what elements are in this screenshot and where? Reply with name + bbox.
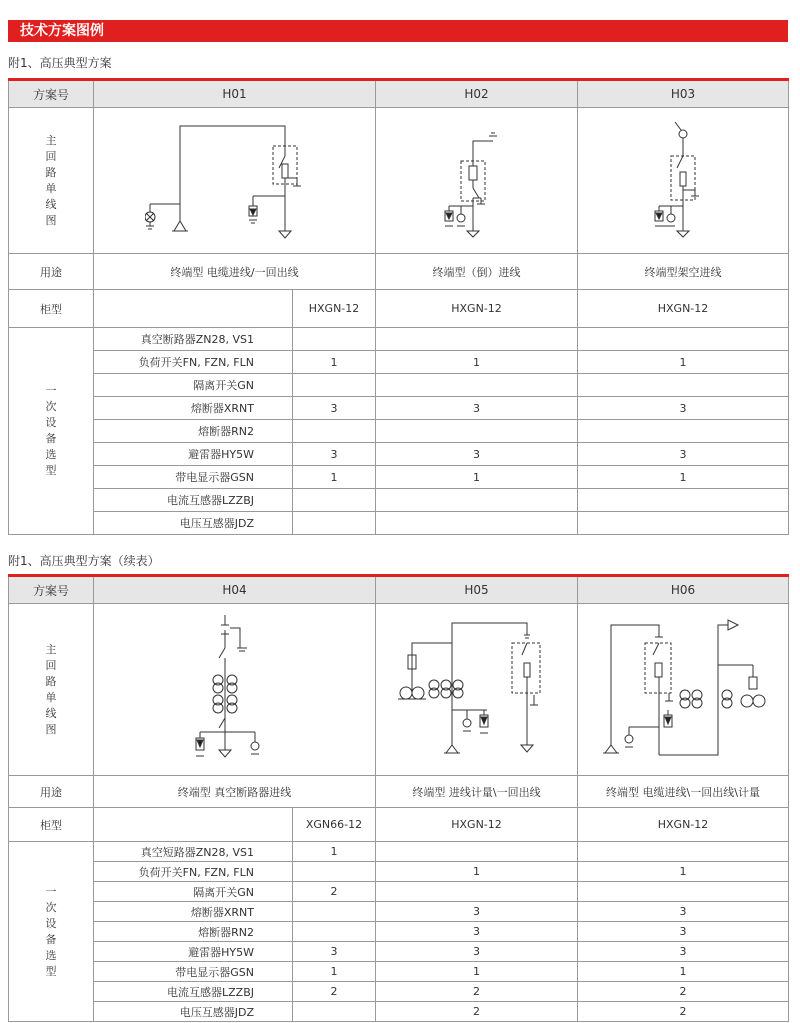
- component-row: [9, 982, 789, 1002]
- component-name: 熔断器XRNT: [94, 902, 293, 922]
- component-row: [9, 466, 789, 489]
- component-name: 隔离开关GN: [94, 882, 293, 902]
- single-line-diagram-h06: [593, 615, 773, 765]
- diagram-h03: [578, 108, 789, 254]
- component-row: [9, 420, 789, 443]
- scheme-table-1: [8, 78, 789, 535]
- usage-h05: 终端型 进线计量\一回出线: [376, 776, 578, 808]
- component-qty-h01: [293, 489, 376, 512]
- diagram-row: [9, 604, 789, 776]
- diagram-h01: [94, 108, 376, 254]
- component-qty-h06: 1: [578, 962, 789, 982]
- component-name: 避雷器HY5W: [94, 443, 293, 466]
- cabinet-h06: HXGN-12: [578, 808, 789, 842]
- table-header-row: [9, 80, 789, 108]
- cabinet-row: [9, 808, 789, 842]
- component-qty-h05: 3: [376, 922, 578, 942]
- component-name: 真空断路器ZN28, VS1: [94, 328, 293, 351]
- component-row: [9, 962, 789, 982]
- diagram-h05: [376, 604, 578, 776]
- usage-h06: 终端型 电缆进线\一回出线\计量: [578, 776, 789, 808]
- component-row: [9, 328, 789, 351]
- component-qty-h01: 1: [293, 351, 376, 374]
- component-qty-h01: [293, 328, 376, 351]
- diagram-row-label: 主 回 路 单 线 图: [9, 108, 94, 254]
- section-2-subtitle: 附1、高压典型方案（续表）: [8, 554, 160, 568]
- single-line-diagram-h05: [392, 615, 562, 765]
- scheme-h03: H03: [578, 80, 789, 108]
- component-qty-h05: 3: [376, 902, 578, 922]
- cabinet-h01: HXGN-12: [293, 290, 376, 328]
- diagram-h04: [94, 604, 376, 776]
- component-qty-h02: [376, 420, 578, 443]
- component-qty-h04: 3: [293, 942, 376, 962]
- component-qty-h03: [578, 489, 789, 512]
- component-qty-h03: 1: [578, 351, 789, 374]
- single-line-diagram-h03: [623, 116, 743, 246]
- component-name: 负荷开关FN, FZN, FLN: [94, 351, 293, 374]
- component-name: 带电显示器GSN: [94, 466, 293, 489]
- scheme-table-2: [8, 574, 789, 1022]
- usage-row: [9, 254, 789, 290]
- component-qty-h05: 2: [376, 1002, 578, 1022]
- component-qty-h01: [293, 374, 376, 397]
- component-row: [9, 374, 789, 397]
- equipment-row-label: 一 次 设 备 选 型: [9, 328, 94, 535]
- component-row: [9, 842, 789, 862]
- component-qty-h03: 1: [578, 466, 789, 489]
- component-qty-h03: [578, 374, 789, 397]
- component-qty-h04: 2: [293, 982, 376, 1002]
- component-qty-h03: [578, 512, 789, 535]
- usage-h04: 终端型 真空断路器进线: [94, 776, 376, 808]
- component-name: 熔断器XRNT: [94, 397, 293, 420]
- component-name: 电压互感器JDZ: [94, 512, 293, 535]
- usage-h03: 终端型架空进线: [578, 254, 789, 290]
- component-qty-h02: 1: [376, 351, 578, 374]
- component-name: 真空短路器ZN28, VS1: [94, 842, 293, 862]
- single-line-diagram-h02: [417, 116, 537, 246]
- scheme-number-label: 方案号: [9, 576, 94, 604]
- component-qty-h06: 1: [578, 862, 789, 882]
- component-qty-h04: [293, 922, 376, 942]
- page-banner: 技术方案图例: [8, 20, 788, 42]
- component-qty-h01: 3: [293, 443, 376, 466]
- component-qty-h04: 1: [293, 962, 376, 982]
- component-row: [9, 882, 789, 902]
- component-qty-h01: 1: [293, 466, 376, 489]
- component-name: 熔断器RN2: [94, 420, 293, 443]
- component-row: [9, 862, 789, 882]
- cabinet-row-label: 柜型: [9, 808, 94, 842]
- component-qty-h02: [376, 328, 578, 351]
- diagram-h06: [578, 604, 789, 776]
- equipment-row-label: 一 次 设 备 选 型: [9, 842, 94, 1022]
- component-qty-h05: [376, 842, 578, 862]
- component-name: 电压互感器JDZ: [94, 1002, 293, 1022]
- component-row: [9, 922, 789, 942]
- component-row: [9, 1002, 789, 1022]
- component-row: [9, 902, 789, 922]
- component-qty-h06: 2: [578, 1002, 789, 1022]
- component-row: [9, 512, 789, 535]
- component-qty-h05: 2: [376, 982, 578, 1002]
- diagram-row-label: 主 回 路 单 线 图: [9, 604, 94, 776]
- component-name: 避雷器HY5W: [94, 942, 293, 962]
- component-qty-h05: [376, 882, 578, 902]
- table-header-row: [9, 576, 789, 604]
- component-qty-h06: [578, 842, 789, 862]
- single-line-diagram-h01: [145, 116, 325, 246]
- scheme-number-label: 方案号: [9, 80, 94, 108]
- component-qty-h01: [293, 512, 376, 535]
- scheme-h01: H01: [94, 80, 376, 108]
- component-qty-h04: [293, 862, 376, 882]
- cabinet-h03: HXGN-12: [578, 290, 789, 328]
- component-qty-h02: 3: [376, 397, 578, 420]
- component-qty-h06: [578, 882, 789, 902]
- component-qty-h03: [578, 420, 789, 443]
- scheme-h06: H06: [578, 576, 789, 604]
- component-qty-h04: [293, 1002, 376, 1022]
- component-qty-h06: 3: [578, 942, 789, 962]
- scheme-h02: H02: [376, 80, 578, 108]
- component-name: 带电显示器GSN: [94, 962, 293, 982]
- component-qty-h02: 1: [376, 466, 578, 489]
- component-qty-h02: [376, 512, 578, 535]
- single-line-diagram-h04: [175, 610, 295, 770]
- component-qty-h04: 2: [293, 882, 376, 902]
- component-row: [9, 942, 789, 962]
- component-qty-h02: [376, 489, 578, 512]
- component-row: [9, 351, 789, 374]
- component-qty-h06: 3: [578, 902, 789, 922]
- component-name: 隔离开关GN: [94, 374, 293, 397]
- component-qty-h03: 3: [578, 397, 789, 420]
- component-name: 负荷开关FN, FZN, FLN: [94, 862, 293, 882]
- component-qty-h04: 1: [293, 842, 376, 862]
- cabinet-empty-cell: [94, 290, 293, 328]
- cabinet-h04: XGN66-12: [293, 808, 376, 842]
- component-qty-h04: [293, 902, 376, 922]
- section-1-subtitle: 附1、高压典型方案: [8, 56, 112, 70]
- component-row: [9, 397, 789, 420]
- usage-h02: 终端型（倒）进线: [376, 254, 578, 290]
- component-name: 电流互感器LZZBJ: [94, 489, 293, 512]
- diagram-row: [9, 108, 789, 254]
- component-row: [9, 489, 789, 512]
- component-qty-h06: 2: [578, 982, 789, 1002]
- component-qty-h02: [376, 374, 578, 397]
- usage-row-label: 用途: [9, 776, 94, 808]
- component-qty-h05: 1: [376, 962, 578, 982]
- cabinet-h05: HXGN-12: [376, 808, 578, 842]
- diagram-h02: [376, 108, 578, 254]
- component-name: 熔断器RN2: [94, 922, 293, 942]
- component-name: 电流互感器LZZBJ: [94, 982, 293, 1002]
- cabinet-empty-cell: [94, 808, 293, 842]
- component-qty-h06: 3: [578, 922, 789, 942]
- scheme-h04: H04: [94, 576, 376, 604]
- component-qty-h02: 3: [376, 443, 578, 466]
- usage-row: [9, 776, 789, 808]
- component-qty-h03: 3: [578, 443, 789, 466]
- component-qty-h01: [293, 420, 376, 443]
- component-qty-h03: [578, 328, 789, 351]
- scheme-h05: H05: [376, 576, 578, 604]
- component-row: [9, 443, 789, 466]
- cabinet-row-label: 柜型: [9, 290, 94, 328]
- cabinet-row: [9, 290, 789, 328]
- usage-row-label: 用途: [9, 254, 94, 290]
- component-qty-h01: 3: [293, 397, 376, 420]
- component-qty-h05: 3: [376, 942, 578, 962]
- component-qty-h05: 1: [376, 862, 578, 882]
- cabinet-h02: HXGN-12: [376, 290, 578, 328]
- usage-h01: 终端型 电缆进线/一回出线: [94, 254, 376, 290]
